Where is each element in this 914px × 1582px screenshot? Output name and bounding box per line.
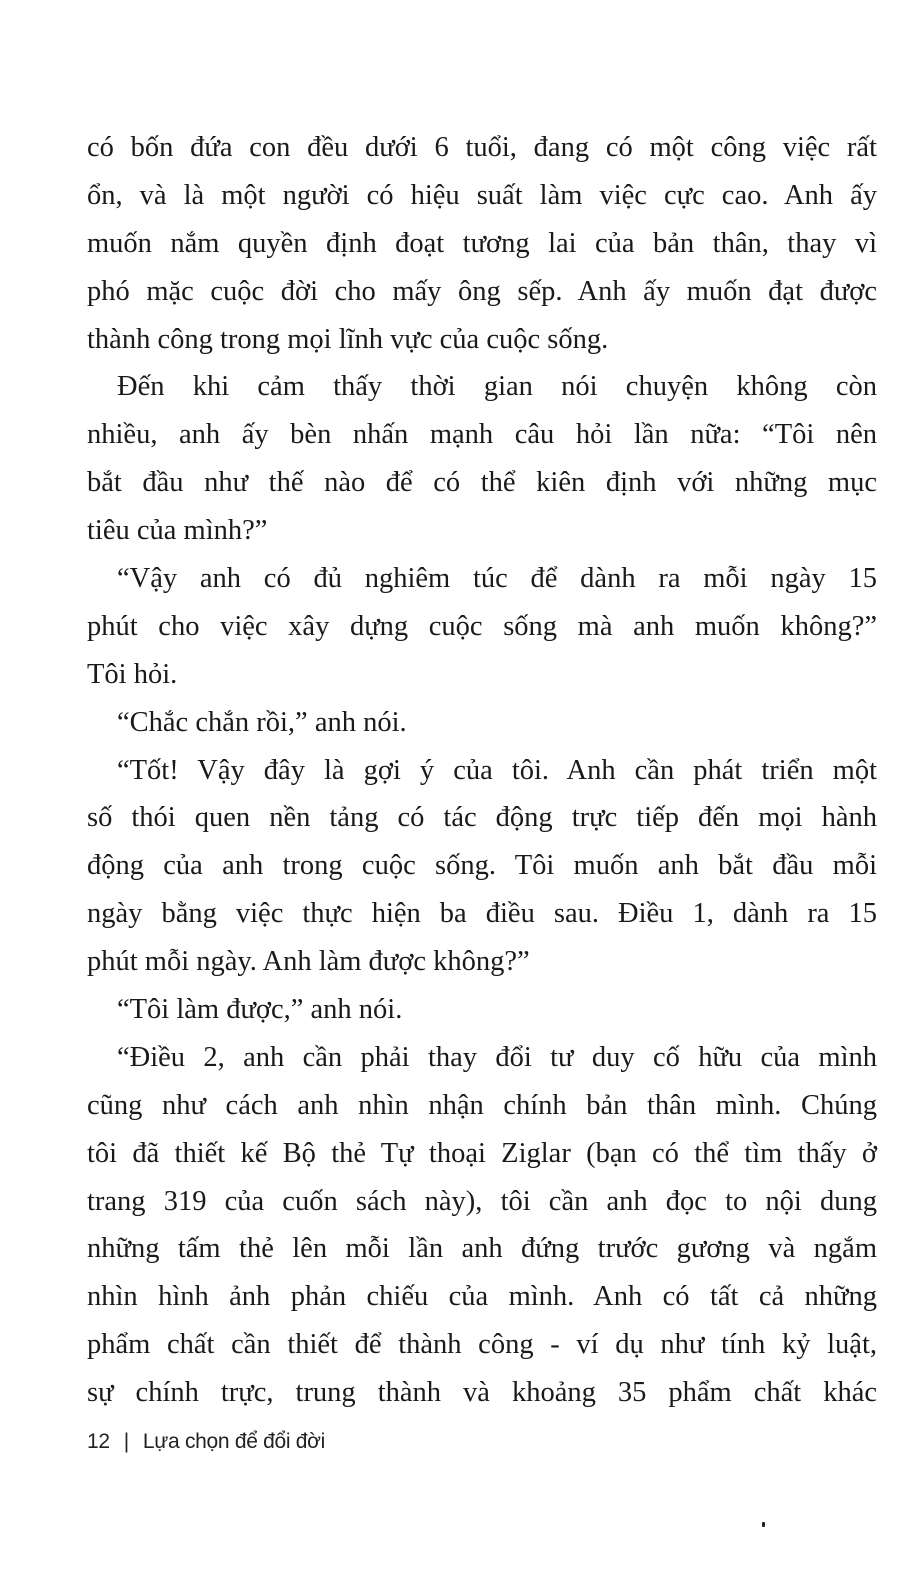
text-line: ngày bằng việc thực hiện ba điều sau. Điều 1, dành ra 15 bbox=[87, 898, 877, 930]
text-line: phó mặc cuộc đời cho mấy ông sếp. Anh ấy muốn đạt được bbox=[87, 275, 877, 307]
text-line: “Điều 2, anh cần phải thay đổi tư duy cố hữu của mình bbox=[117, 1041, 877, 1073]
text-line: có bốn đứa con đều dưới 6 tuổi, đang có một công việc rất bbox=[87, 132, 877, 163]
text-line: số thói quen nền tảng có tác động trực tiếp đến mọi hành bbox=[87, 802, 877, 834]
text-line: Đến khi cảm thấy thời gian nói chuyện không còn bbox=[117, 371, 877, 403]
text-line: động của anh trong cuộc sống. Tôi muốn anh bắt đầu mỗi bbox=[87, 850, 877, 882]
text-line: Tôi hỏi. bbox=[87, 658, 178, 690]
text-line: thành công trong mọi lĩnh vực của cuộc sống. bbox=[87, 323, 609, 355]
text-line: phẩm chất cần thiết để thành công - ví dụ như tính kỷ luật, bbox=[87, 1329, 877, 1361]
text-line: bắt đầu như thế nào để có thể kiên định với những mục bbox=[87, 467, 877, 499]
text-line: tôi đã thiết kế Bộ thẻ Tự thoại Ziglar (bạn có thể tìm thấy ở bbox=[87, 1137, 877, 1169]
text-line: những tấm thẻ lên mỗi lần anh đứng trước gương và ngắm bbox=[87, 1233, 877, 1265]
text-line: “Tôi làm được,” anh nói. bbox=[117, 994, 403, 1026]
text-line: tiêu của mình?” bbox=[87, 515, 268, 547]
body-text bbox=[87, 124, 877, 1417]
text-line: nhiều, anh ấy bèn nhấn mạnh câu hỏi lần nữa: “Tôi nên bbox=[87, 419, 877, 451]
scan-speck bbox=[762, 1522, 765, 1527]
text-line: nhìn hình ảnh phản chiếu của mình. Anh có tất cả những bbox=[87, 1281, 877, 1313]
text-line: “Chắc chắn rồi,” anh nói. bbox=[117, 706, 407, 738]
text-line: trang 319 của cuốn sách này), tôi cần anh đọc to nội dung bbox=[87, 1185, 877, 1217]
text-line: sự chính trực, trung thành và khoảng 35 phẩm chất khác bbox=[87, 1377, 877, 1409]
text-line: cũng như cách anh nhìn nhận chính bản thân mình. Chúng bbox=[87, 1089, 877, 1121]
text-line: “Vậy anh có đủ nghiêm túc để dành ra mỗi ngày 15 bbox=[117, 563, 877, 595]
page-footer bbox=[87, 1430, 325, 1454]
text-line: phút mỗi ngày. Anh làm được không?” bbox=[87, 946, 530, 978]
book-title: Lựa chọn để đổi đời bbox=[142, 1430, 326, 1453]
text-line: “Tốt! Vậy đây là gợi ý của tôi. Anh cần phát triển một bbox=[117, 754, 877, 786]
footer-separator: | bbox=[123, 1430, 129, 1453]
text-line: muốn nắm quyền định đoạt tương lai của bản thân, thay vì bbox=[87, 227, 877, 259]
text-line: phút cho việc xây dựng cuộc sống mà anh muốn không?” bbox=[87, 610, 877, 642]
page-number: 12 bbox=[87, 1430, 110, 1453]
text-line: ổn, và là một người có hiệu suất làm việc cực cao. Anh ấy bbox=[87, 179, 877, 211]
